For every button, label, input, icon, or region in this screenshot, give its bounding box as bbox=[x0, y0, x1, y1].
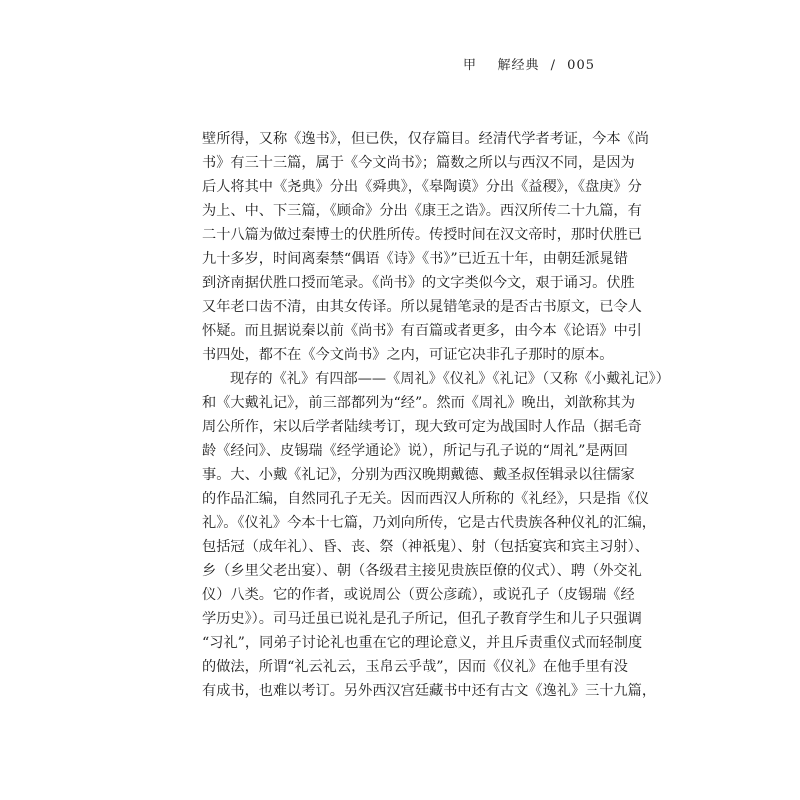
header-chapter: 解经典 bbox=[497, 58, 540, 73]
page-number: 005 bbox=[567, 58, 595, 73]
text-line: 礼》。《仪礼》今本十七篇，乃刘向所传，它是古代贵族各种仪礼的汇编， bbox=[202, 515, 656, 531]
text-line: 为上、中、下三篇，《顾命》分出《康王之诰》。西汉所传二十九篇，有 bbox=[202, 203, 642, 219]
text-line: “习礼”，同弟子讨论礼也重在它的理论意义，并且斥责重仪式而轻制度 bbox=[202, 635, 643, 651]
text-line: 怀疑。而且据说秦以前《尚书》有百篇或者更多，由今本《论语》中引 bbox=[202, 323, 642, 339]
text-line: 书四处，都不在《今文尚书》之内，可证它决非孔子那时的原本。 bbox=[202, 347, 614, 363]
text-line: 壁所得，又称《逸书》，但已佚，仅存篇目。经清代学者考证，今本《尚 bbox=[202, 131, 649, 147]
text-line: 又年老口齿不清，由其女传译。所以晁错笔录的是否古书原文，已令人 bbox=[202, 299, 642, 315]
text-line: 的做法，所谓“礼云礼云，玉帛云乎哉”，因而《仪礼》在他手里有没 bbox=[202, 659, 628, 675]
text-line: 乡（乡里父老出宴）、朝（各级君主接见贵族臣僚的仪式）、聘（外交礼 bbox=[202, 563, 642, 579]
header-section: 甲 bbox=[462, 58, 477, 73]
text-line: 学历史》）。司马迁虽已说礼是孔子所记，但孔子教育学生和儿子只强调 bbox=[202, 611, 642, 627]
text-line: 事。大、小戴《礼记》，分别为西汉晚期戴德、戴圣叔侄辑录以往儒家 bbox=[202, 467, 635, 483]
body-text bbox=[202, 127, 670, 703]
text-line: 和《大戴礼记》，前三部都列为“经”。然而《周礼》晚出，刘歆称其为 bbox=[202, 395, 636, 411]
running-header bbox=[463, 54, 595, 73]
text-line: 到济南据伏胜口授而笔录。《尚书》的文字类似今文，艰于诵习。伏胜 bbox=[202, 275, 635, 291]
text-line: 周公所作，宋以后学者陆续考订，现大致可定为战国时人作品（据毛奇 bbox=[202, 419, 642, 435]
text-line: 后人将其中《尧典》分出《舜典》，《皋陶谟》分出《益稷》，《盘庚》分 bbox=[202, 179, 642, 195]
text-line: 书》有三十三篇，属于《今文尚书》；篇数之所以与西汉不同，是因为 bbox=[202, 155, 635, 171]
text-line: 现存的《礼》有四部——《周礼》《仪礼》《礼记》（又称《小戴礼记》） bbox=[230, 371, 670, 387]
text-line: 的作品汇编，自然同孔子无关。因而西汉人所称的《礼经》，只是指《仪 bbox=[202, 491, 649, 507]
paragraph bbox=[202, 127, 649, 367]
text-line: 包括冠（成年礼）、昏、丧、祭（神祇鬼）、射（包括宴宾和宾主习射）、 bbox=[202, 539, 649, 555]
text-line: 龄《经问》、皮锡瑞《经学通论》说），所记与孔子说的“周礼”是两回 bbox=[202, 443, 628, 459]
text-line: 有成书，也难以考订。另外西汉宫廷藏书中还有古文《逸礼》三十九篇， bbox=[202, 683, 657, 699]
text-line: 仪）八类。它的作者，或说周公（贾公彦疏），或说孔子（皮锡瑞《经 bbox=[202, 587, 635, 603]
paragraph bbox=[202, 367, 670, 703]
text-line: 二十八篇为做过秦博士的伏胜所传。传授时间在汉文帝时，那时伏胜已 bbox=[202, 227, 642, 243]
header-separator: / bbox=[550, 58, 557, 73]
text-line: 九十多岁，时间离秦禁“偶语《诗》《书》”已近五十年，由朝廷派晁错 bbox=[202, 251, 628, 267]
